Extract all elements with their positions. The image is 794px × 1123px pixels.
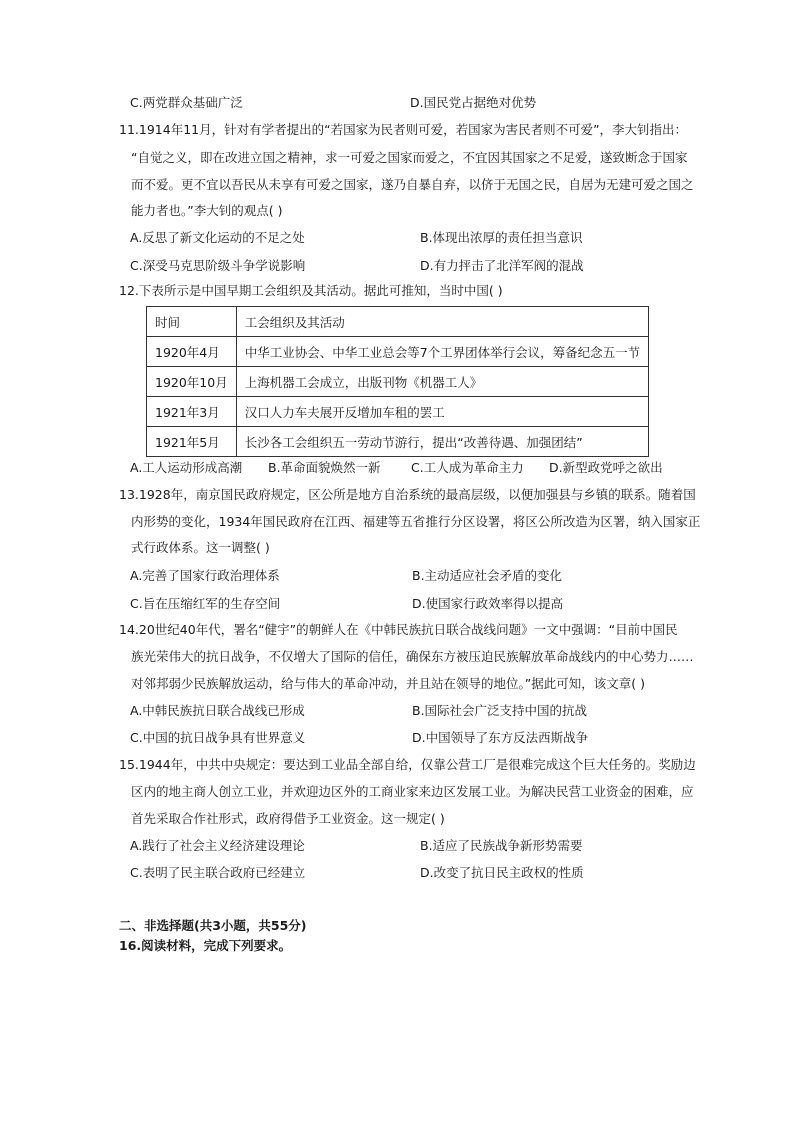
q14-option-b: B.国际社会广泛支持中国的抗战	[412, 703, 588, 718]
q12-option-b: B.革命面貌焕然一新	[268, 460, 381, 475]
q15-stem-line3: 首先采取合作社形式，政府得借予工业资金。这一规定( )	[131, 811, 445, 826]
q11-option-c: C.深受马克思阶级斗争学说影响	[130, 258, 306, 273]
q13-option-c: C.旨在压缩红军的生存空间	[130, 596, 281, 611]
q13-option-d: D.使国家行政效率得以提高	[412, 596, 564, 611]
q14-stem-line1: 14.20世纪40年代，署名“健宇”的朝鲜人在《中韩民族抗日联合战线问题》一文中强调：“目前中国民	[119, 622, 678, 637]
q15-stem-line1: 15.1944年，中共中央规定：要达到工业品全部自给，仅靠公营工厂是很难完成这个巨大任务的。奖励边	[119, 757, 696, 772]
q14-option-d: D.中国领导了东方反法西斯战争	[412, 730, 589, 745]
q13-stem-line3: 式行政体系。这一调整( )	[131, 540, 270, 555]
q11-option-b: B.体现出浓厚的责任担当意识	[420, 230, 583, 245]
q15-stem-line2: 区内的地主商人创立工业，并欢迎边区外的工商业家来边区发展工业。为解决民营工业资金的困难，应	[131, 784, 694, 799]
table-row	[147, 427, 649, 457]
table-cell-activity: 中华工业协会、中华工业总会等7个工界团体举行会议，筹备纪念五一节	[236, 337, 648, 367]
union-activities-table	[146, 306, 649, 457]
table-cell-activity: 长沙各工会组织五一劳动节游行，提出“改善待遇、加强团结”	[236, 427, 648, 457]
q15-option-a: A.践行了社会主义经济建设理论	[130, 838, 305, 853]
table-header-time: 时间	[147, 307, 237, 337]
q14-option-c: C.中国的抗日战争具有世界意义	[130, 730, 306, 745]
q14-stem-line2: 族光荣伟大的抗日战争，不仅增大了国际的信任，确保东方被压迫民族解放革命战线内的中心势力……	[131, 649, 694, 664]
q11-option-d: D.有力抨击了北洋军阀的混战	[420, 258, 584, 273]
section-title: 二、非选择题(共3小题，共55分)	[119, 918, 307, 933]
table-cell-time: 1920年10月	[147, 367, 237, 397]
q14-option-a: A.中韩民族抗日联合战线已形成	[130, 703, 305, 718]
prev-option-c: C.两党群众基础广泛	[130, 95, 243, 110]
q11-stem-line2: “自觉之义，即在改进立国之精神，求一可爱之国家而爱之，不宜因其国家之不足爱，遂致断念于国家	[131, 150, 688, 165]
q13-stem-line2: 内形势的变化，1934年国民政府在江西、福建等五省推行分区设署，将区公所改造为区署，纳入国家正	[131, 514, 701, 529]
q11-stem-line4: 能力者也。”李大钊的观点( )	[131, 203, 283, 218]
table-cell-time: 1920年4月	[147, 337, 237, 367]
q15-option-b: B.适应了民族战争新形势需要	[420, 838, 583, 853]
q12-option-d: D.新型政党呼之欲出	[549, 460, 663, 475]
q11-stem-line1: 11.1914年11月，针对有学者提出的“若国家为民者则可爱，若国家为害民者则不可爱”，李大钊指出：	[119, 122, 688, 137]
q12-option-c: C.工人成为革命主力	[411, 460, 524, 475]
q12-stem-line1: 12.下表所示是中国早期工会组织及其活动。据此可推知，当时中国( )	[119, 283, 503, 298]
table-row	[147, 367, 649, 397]
q13-stem-line1: 13.1928年，南京国民政府规定，区公所是地方自治系统的最高层级，以便加强县与乡镇的联系。随着国	[119, 487, 696, 502]
table-cell-activity: 上海机器工会成立，出版刊物《机器工人》	[236, 367, 648, 397]
prev-option-d: D.国民党占据绝对优势	[410, 95, 537, 110]
q13-option-b: B.主动适应社会矛盾的变化	[412, 568, 563, 583]
q12-option-a: A.工人运动形成高潮	[130, 460, 243, 475]
q14-stem-line3: 对邻邦弱少民族解放运动，给与伟大的革命冲动，并且站在领导的地位。”据此可知，该文章( )	[131, 676, 645, 691]
table-row	[147, 337, 649, 367]
q15-option-d: D.改变了抗日民主政权的性质	[420, 865, 584, 880]
table-row	[147, 397, 649, 427]
table-cell-time: 1921年3月	[147, 397, 237, 427]
table-cell-activity: 汉口人力车夫展开反增加车租的罢工	[236, 397, 648, 427]
q16-stem: 16.阅读材料，完成下列要求。	[119, 938, 292, 953]
q15-option-c: C.表明了民主联合政府已经建立	[130, 865, 306, 880]
table-cell-time: 1921年5月	[147, 427, 237, 457]
table-header-activity: 工会组织及其活动	[236, 307, 648, 337]
q13-option-a: A.完善了国家行政治理体系	[130, 568, 280, 583]
q11-option-a: A.反思了新文化运动的不足之处	[130, 230, 305, 245]
table-header-row	[147, 307, 649, 337]
q11-stem-line3: 而不爱。更不宜以吾民从未享有可爱之国家，遂乃自暴自弃，以侪于无国之民，自居为无建可爱之国之	[131, 177, 694, 192]
